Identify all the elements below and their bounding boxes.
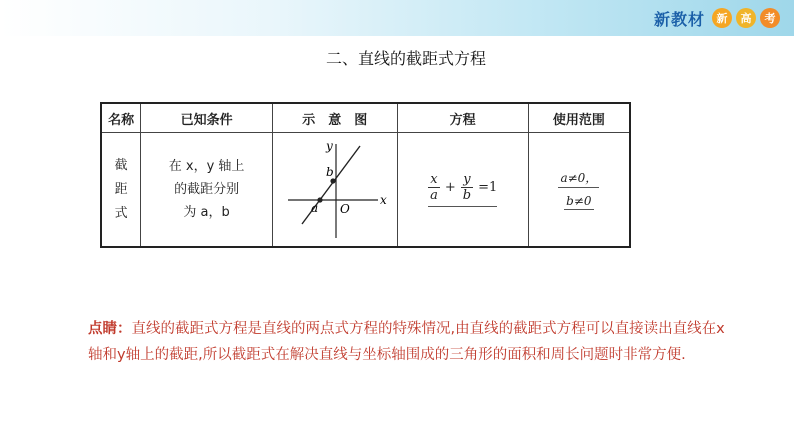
brand-text: 新教材 bbox=[653, 9, 705, 29]
note-lead: 点睛： bbox=[88, 321, 132, 337]
intercept-form-table bbox=[100, 102, 631, 248]
origin-label: O bbox=[339, 201, 350, 216]
range-a: a≠0， bbox=[558, 169, 599, 188]
b-point bbox=[330, 178, 335, 183]
cell-diagram bbox=[272, 133, 397, 248]
intercept-equation bbox=[428, 172, 497, 207]
brand-logo bbox=[654, 6, 780, 30]
header-equation: 方程 bbox=[397, 103, 528, 133]
name-char: 距 bbox=[114, 181, 128, 197]
cell-name bbox=[101, 133, 141, 248]
note-text: 直线的截距式方程是直线的两点式方程的特殊情况,由直线的截距式方程可以直接读出直线在x轴和y轴上的截距,所以截距式在解决直线与坐标轴围成的三角形的面积和周长问题时非常方便. bbox=[88, 321, 725, 363]
header-name: 名称 bbox=[101, 103, 141, 133]
fraction-numerator: x bbox=[430, 172, 438, 187]
brand-circle-gao: 高 bbox=[736, 8, 756, 28]
fraction-numerator: y bbox=[463, 172, 471, 187]
equals-one: =1 bbox=[478, 180, 498, 195]
fraction-denominator: b bbox=[462, 188, 472, 203]
fraction-y-over-b bbox=[461, 172, 473, 203]
cell-equation bbox=[397, 133, 528, 248]
fraction-x-over-a bbox=[428, 172, 440, 203]
b-label: b bbox=[325, 164, 334, 179]
condition-line: 为 a，b bbox=[183, 205, 230, 220]
condition-line: 的截距分别 bbox=[174, 182, 240, 197]
range-b: b≠0 bbox=[566, 194, 592, 208]
header-condition: 已知条件 bbox=[141, 103, 273, 133]
condition-line: 在 x，y 轴上 bbox=[168, 159, 245, 174]
name-char: 式 bbox=[114, 205, 128, 221]
header-range: 使用范围 bbox=[528, 103, 630, 133]
brand-circle-xin: 新 bbox=[712, 8, 732, 28]
y-axis-label: y bbox=[325, 138, 333, 153]
plus-sign: + bbox=[444, 180, 456, 195]
cell-condition bbox=[141, 133, 273, 248]
intercept-diagram bbox=[280, 138, 390, 242]
a-point bbox=[317, 197, 322, 202]
brand-circle-kao: 考 bbox=[760, 8, 780, 28]
header-bar bbox=[0, 0, 794, 36]
fraction-denominator: a bbox=[430, 188, 438, 203]
x-axis-label: x bbox=[379, 192, 387, 207]
section-title: 二、直线的截距式方程 bbox=[325, 49, 486, 68]
cell-range bbox=[528, 133, 630, 248]
name-char: 截 bbox=[114, 157, 128, 173]
a-label: a bbox=[310, 200, 318, 215]
key-point-note bbox=[88, 316, 728, 368]
header-diagram: 示 意 图 bbox=[272, 103, 397, 133]
